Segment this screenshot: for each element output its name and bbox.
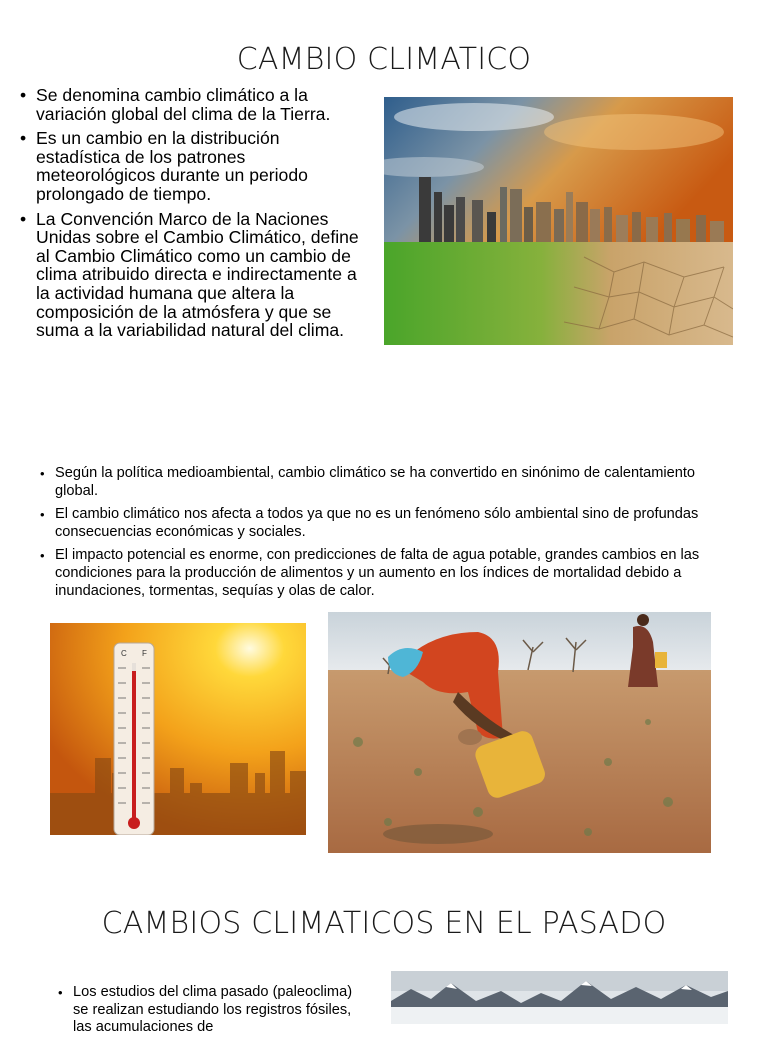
list-item: • Se denomina cambio climático a la variación global del clima de la Tierra. <box>20 86 365 123</box>
list-item: • Los estudios del clima pasado (paleoclima) se realizan estudiando los registros fósiles, las acumulaciones de <box>58 984 358 1037</box>
list-item: • Es un cambio en la distribución estadística de los patrones meteorológicos durante un periodo prolongado de tiempo. <box>20 129 365 203</box>
impact-bullet-list <box>40 465 700 606</box>
drought-water-image <box>328 612 711 853</box>
past-bullet-list <box>58 984 358 1037</box>
list-item: • Según la política medioambiental, cambio climático se ha convertido en sinónimo de calentamiento global. <box>40 465 700 500</box>
list-item: • La Convención Marco de la Naciones Unidas sobre el Cambio Climático, define al Cambio Climático como un cambio de clima atribuido directa e indirectamente a la actividad humana que altera la composición de la atmósfera y que se suma a la variabilidad natural del clima. <box>20 210 365 340</box>
page-title: CAMBIO CLIMATICO <box>236 42 532 77</box>
thermometer-heat-image <box>50 623 306 835</box>
glacier-mountains-image <box>391 971 728 1024</box>
city-drought-image <box>384 97 733 345</box>
list-item: • El impacto potencial es enorme, con predicciones de falta de agua potable, grandes cambios en las condiciones para la producción de alimentos y un aumento en los índices de mortalidad debido a inundaciones, tormentas, sequías y olas de calor. <box>40 547 700 600</box>
past-section-title: CAMBIOS CLIMATICOS EN EL PASADO <box>101 906 667 941</box>
thermometer-celsius-label: C <box>121 649 127 658</box>
intro-bullet-list <box>20 86 365 346</box>
list-item: • El cambio climático nos afecta a todos ya que no es un fenómeno sólo ambiental sino de profundas consecuencias económicas y sociales. <box>40 506 700 541</box>
thermometer-fahrenheit-label: F <box>142 649 147 658</box>
